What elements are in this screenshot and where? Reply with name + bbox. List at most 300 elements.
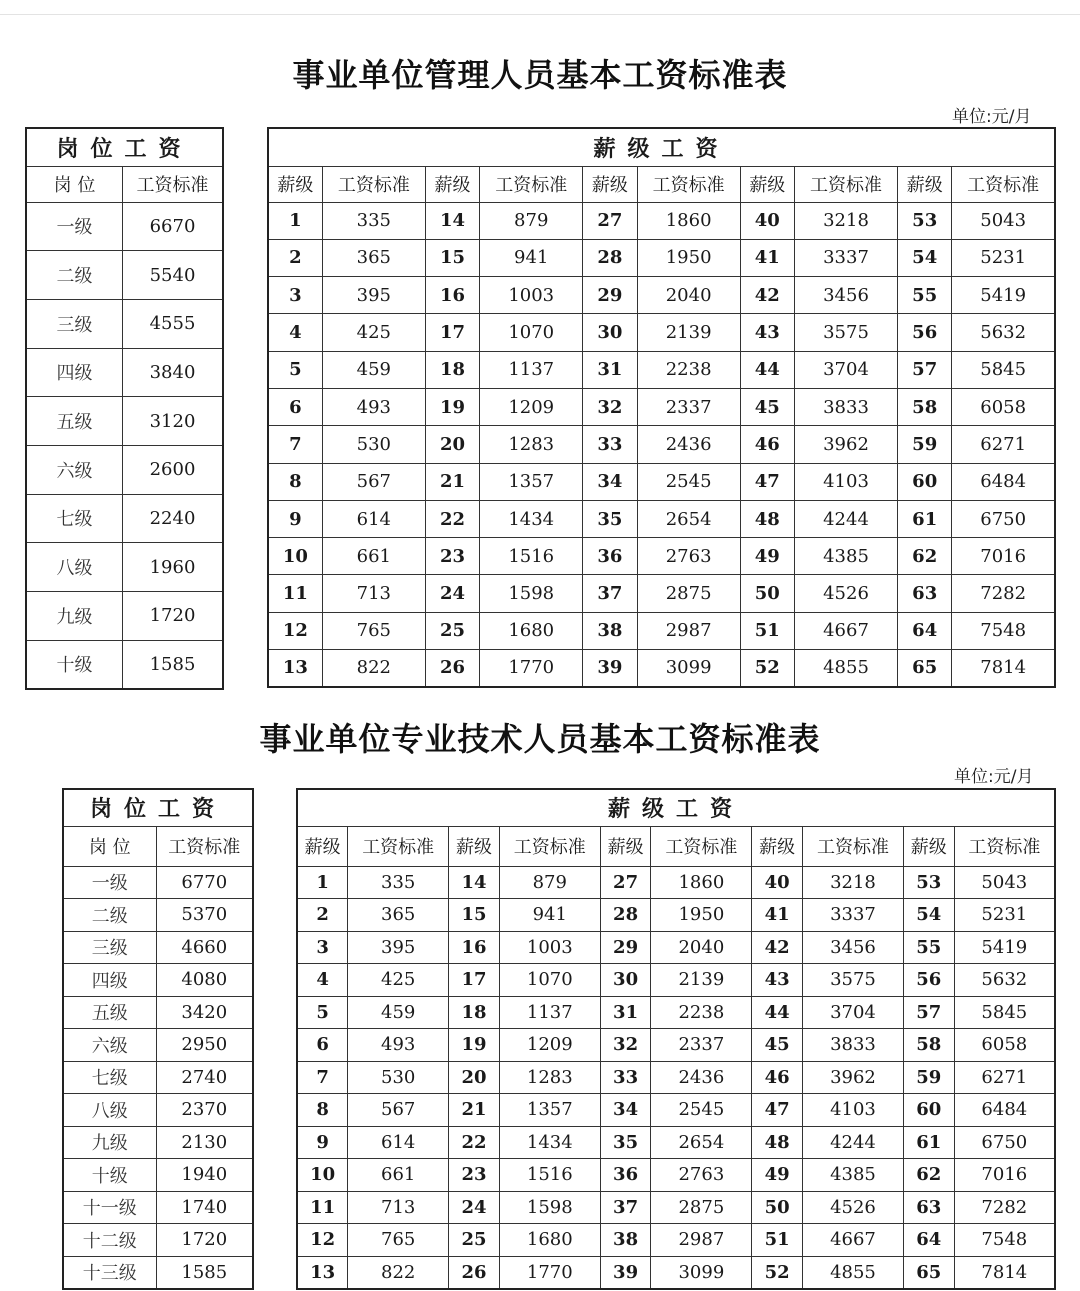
- salary-value: 1283: [499, 1061, 600, 1094]
- post-salary-value: 2950: [156, 1029, 253, 1062]
- post-level: 五级: [26, 397, 123, 446]
- table-row: [297, 1191, 1055, 1224]
- salary-value: 3704: [803, 996, 904, 1029]
- post-salary-value: 1585: [156, 1256, 253, 1289]
- table-row: [63, 1256, 253, 1289]
- table-row: [268, 575, 1055, 612]
- salary-grade: 12: [297, 1224, 348, 1257]
- post-level: 七级: [63, 1061, 156, 1094]
- table-row: [26, 348, 223, 397]
- table-row: [297, 866, 1055, 899]
- salary-value: 4385: [803, 1159, 904, 1192]
- table-row: [268, 202, 1055, 239]
- salary-value: 7814: [952, 650, 1055, 687]
- salary-value: 1516: [499, 1159, 600, 1192]
- salary-value: 2337: [651, 1029, 752, 1062]
- post-table-header: 岗位工资: [63, 789, 253, 826]
- table-row: [297, 1224, 1055, 1257]
- salary-grade: 5: [297, 996, 348, 1029]
- salary-grade: 57: [898, 351, 952, 388]
- post-level: 六级: [26, 445, 123, 494]
- table-row: [268, 500, 1055, 537]
- salary-grade: 19: [449, 1029, 500, 1062]
- salary-value: 2987: [651, 1224, 752, 1257]
- salary-value: 5632: [952, 314, 1055, 351]
- salary-value: 2139: [651, 964, 752, 997]
- table-row: [63, 964, 253, 997]
- salary-grade: 36: [600, 1159, 651, 1192]
- post-level: 三级: [26, 299, 123, 348]
- salary-grade: 26: [425, 650, 479, 687]
- salary-value: 2238: [637, 351, 740, 388]
- post-salary-value: 4555: [123, 299, 223, 348]
- salary-grade: 16: [449, 931, 500, 964]
- salary-value: 2545: [637, 463, 740, 500]
- salary-grade: 27: [583, 202, 637, 239]
- table-row: [297, 996, 1055, 1029]
- salary-grade: 22: [425, 500, 479, 537]
- salary-value: 1003: [499, 931, 600, 964]
- salary-value: 2654: [637, 500, 740, 537]
- table-row: [268, 239, 1055, 276]
- post-column-header-position: 岗 位: [26, 166, 123, 202]
- post-salary-value: 3840: [123, 348, 223, 397]
- table-row: [26, 592, 223, 641]
- salary-grade: 6: [268, 388, 322, 425]
- salary-grade: 4: [268, 314, 322, 351]
- salary-value: 6484: [952, 463, 1055, 500]
- post-level: 十级: [26, 640, 123, 689]
- salary-value: 614: [348, 1126, 449, 1159]
- salary-value: 5419: [954, 931, 1055, 964]
- salary-value: 459: [348, 996, 449, 1029]
- post-level: 九级: [63, 1126, 156, 1159]
- salary-grade: 36: [583, 538, 637, 575]
- salary-value: 661: [348, 1159, 449, 1192]
- salary-column-header-standard: 工资标准: [794, 166, 897, 202]
- salary-grade: 33: [583, 426, 637, 463]
- salary-value: 765: [348, 1224, 449, 1257]
- post-level: 一级: [63, 866, 156, 899]
- salary-value: 6484: [954, 1094, 1055, 1127]
- salary-grade: 38: [600, 1224, 651, 1257]
- salary-value: 3575: [803, 964, 904, 997]
- salary-value: 2139: [637, 314, 740, 351]
- salary-grade: 53: [898, 202, 952, 239]
- salary-value: 3099: [651, 1256, 752, 1289]
- top-divider: [0, 14, 1080, 15]
- salary-value: 3833: [803, 1029, 904, 1062]
- salary-value: 614: [322, 500, 425, 537]
- salary-grade: 52: [752, 1256, 803, 1289]
- salary-value: 5043: [952, 202, 1055, 239]
- salary-grade: 65: [903, 1256, 954, 1289]
- post-level: 十三级: [63, 1256, 156, 1289]
- salary-value: 365: [348, 899, 449, 932]
- salary-grade: 60: [898, 463, 952, 500]
- salary-value: 7016: [952, 538, 1055, 575]
- salary-value: 1070: [499, 964, 600, 997]
- salary-grade: 45: [752, 1029, 803, 1062]
- salary-grade: 24: [449, 1191, 500, 1224]
- post-salary-value: 1720: [123, 592, 223, 641]
- post-level: 四级: [26, 348, 123, 397]
- salary-grade: 63: [903, 1191, 954, 1224]
- salary-grade: 6: [297, 1029, 348, 1062]
- salary-value: 7814: [954, 1256, 1055, 1289]
- salary-value: 2763: [637, 538, 740, 575]
- salary-grade: 44: [752, 996, 803, 1029]
- salary-grade: 49: [752, 1159, 803, 1192]
- salary-value: 1434: [480, 500, 583, 537]
- salary-grade: 43: [740, 314, 794, 351]
- salary-grade: 53: [903, 866, 954, 899]
- post-salary-value: 5540: [123, 251, 223, 300]
- salary-grade: 58: [898, 388, 952, 425]
- salary-value: 1770: [499, 1256, 600, 1289]
- table-row: [268, 650, 1055, 687]
- salary-grade: 21: [425, 463, 479, 500]
- post-salary-value: 2240: [123, 494, 223, 543]
- post-salary-value: 1940: [156, 1159, 253, 1192]
- salary-value: 6750: [954, 1126, 1055, 1159]
- salary-grade: 20: [425, 426, 479, 463]
- salary-column-header-grade: 薪级: [740, 166, 794, 202]
- salary-grade: 19: [425, 388, 479, 425]
- salary-grade: 35: [583, 500, 637, 537]
- salary-grade: 45: [740, 388, 794, 425]
- salary-column-header-grade: 薪级: [583, 166, 637, 202]
- post-salary-value: 3420: [156, 996, 253, 1029]
- salary-column-header-standard: 工资标准: [348, 826, 449, 866]
- table-row: [268, 463, 1055, 500]
- section1-title: 事业单位管理人员基本工资标准表: [292, 56, 788, 94]
- salary-value: 2654: [651, 1126, 752, 1159]
- salary-value: 425: [348, 964, 449, 997]
- salary-value: 7548: [952, 612, 1055, 649]
- table-row: [297, 964, 1055, 997]
- salary-grade: 13: [268, 650, 322, 687]
- salary-value: 1516: [480, 538, 583, 575]
- salary-value: 4103: [803, 1094, 904, 1127]
- salary-grade: 17: [449, 964, 500, 997]
- post-level: 八级: [26, 543, 123, 592]
- salary-value: 459: [322, 351, 425, 388]
- post-level: 十级: [63, 1159, 156, 1192]
- salary-value: 7282: [954, 1191, 1055, 1224]
- salary-grade: 29: [583, 277, 637, 314]
- salary-grade: 9: [297, 1126, 348, 1159]
- salary-grade: 23: [425, 538, 479, 575]
- post-salary-value: 6670: [123, 202, 223, 251]
- table-row: [63, 931, 253, 964]
- salary-grade: 2: [268, 239, 322, 276]
- salary-grade: 61: [903, 1126, 954, 1159]
- table-row: [26, 397, 223, 446]
- salary-grade: 28: [583, 239, 637, 276]
- salary-grade: 61: [898, 500, 952, 537]
- salary-value: 2987: [637, 612, 740, 649]
- salary-value: 7548: [954, 1224, 1055, 1257]
- salary-grade: 47: [752, 1094, 803, 1127]
- salary-value: 3962: [803, 1061, 904, 1094]
- salary-column-header-grade: 薪级: [449, 826, 500, 866]
- salary-value: 395: [348, 931, 449, 964]
- table-row: [297, 1029, 1055, 1062]
- table-row: [297, 1061, 1055, 1094]
- table-row: [26, 445, 223, 494]
- salary-grade: 3: [297, 931, 348, 964]
- salary-grade: 15: [425, 239, 479, 276]
- salary-value: 4526: [803, 1191, 904, 1224]
- salary-grade: 64: [898, 612, 952, 649]
- post-level: 八级: [63, 1094, 156, 1127]
- salary-value: 1070: [480, 314, 583, 351]
- salary-value: 1283: [480, 426, 583, 463]
- salary-table-header: 薪级工资: [297, 789, 1055, 826]
- salary-value: 493: [348, 1029, 449, 1062]
- post-salary-value: 2130: [156, 1126, 253, 1159]
- salary-grade: 41: [740, 239, 794, 276]
- table-row: [63, 996, 253, 1029]
- post-salary-value: 6770: [156, 866, 253, 899]
- table-row: [26, 202, 223, 251]
- salary-grade: 34: [600, 1094, 651, 1127]
- table-row: [297, 899, 1055, 932]
- salary-grade: 29: [600, 931, 651, 964]
- salary-value: 425: [322, 314, 425, 351]
- table-row: [268, 388, 1055, 425]
- post-level: 七级: [26, 494, 123, 543]
- salary-value: 1137: [480, 351, 583, 388]
- salary-grade: 1: [297, 866, 348, 899]
- table-row: [297, 1094, 1055, 1127]
- table-row: [268, 426, 1055, 463]
- salary-grade: 41: [752, 899, 803, 932]
- salary-value: 6058: [954, 1029, 1055, 1062]
- salary-value: 2040: [637, 277, 740, 314]
- salary-value: 1598: [499, 1191, 600, 1224]
- table-row: [297, 1126, 1055, 1159]
- salary-value: 4244: [794, 500, 897, 537]
- salary-value: 4667: [803, 1224, 904, 1257]
- salary-grade: 30: [600, 964, 651, 997]
- salary-value: 3218: [803, 866, 904, 899]
- salary-value: 1680: [480, 612, 583, 649]
- salary-value: 6058: [952, 388, 1055, 425]
- table-row: [63, 1191, 253, 1224]
- salary-value: 1680: [499, 1224, 600, 1257]
- salary-value: 879: [480, 202, 583, 239]
- salary-value: 567: [348, 1094, 449, 1127]
- salary-grade: 22: [449, 1126, 500, 1159]
- salary-grade: 56: [903, 964, 954, 997]
- salary-grade: 42: [740, 277, 794, 314]
- salary-grade: 55: [898, 277, 952, 314]
- salary-grade: 50: [740, 575, 794, 612]
- section1-post-table: [25, 127, 224, 690]
- salary-value: 3337: [794, 239, 897, 276]
- salary-value: 941: [480, 239, 583, 276]
- salary-value: 4667: [794, 612, 897, 649]
- section1-salary-table: [267, 127, 1056, 688]
- post-table-header: 岗位工资: [26, 128, 223, 166]
- post-level: 十一级: [63, 1191, 156, 1224]
- salary-value: 4855: [794, 650, 897, 687]
- table-row: [268, 538, 1055, 575]
- salary-column-header-standard: 工资标准: [651, 826, 752, 866]
- salary-column-header-standard: 工资标准: [322, 166, 425, 202]
- salary-value: 335: [348, 866, 449, 899]
- salary-grade: 65: [898, 650, 952, 687]
- salary-column-header-standard: 工资标准: [803, 826, 904, 866]
- salary-grade: 7: [268, 426, 322, 463]
- post-salary-value: 2600: [123, 445, 223, 494]
- salary-grade: 24: [425, 575, 479, 612]
- post-level: 九级: [26, 592, 123, 641]
- salary-grade: 55: [903, 931, 954, 964]
- post-level: 三级: [63, 931, 156, 964]
- post-salary-value: 5370: [156, 899, 253, 932]
- salary-value: 335: [322, 202, 425, 239]
- salary-column-header-grade: 薪级: [752, 826, 803, 866]
- salary-grade: 40: [740, 202, 794, 239]
- salary-grade: 1: [268, 202, 322, 239]
- salary-value: 3218: [794, 202, 897, 239]
- salary-value: 713: [322, 575, 425, 612]
- table-row: [63, 899, 253, 932]
- salary-column-header-grade: 薪级: [903, 826, 954, 866]
- table-row: [297, 931, 1055, 964]
- salary-value: 2436: [637, 426, 740, 463]
- salary-grade: 21: [449, 1094, 500, 1127]
- salary-value: 3833: [794, 388, 897, 425]
- salary-grade: 50: [752, 1191, 803, 1224]
- salary-value: 2763: [651, 1159, 752, 1192]
- table-row: [26, 251, 223, 300]
- salary-grade: 33: [600, 1061, 651, 1094]
- post-salary-value: 1585: [123, 640, 223, 689]
- salary-grade: 31: [583, 351, 637, 388]
- salary-value: 5231: [952, 239, 1055, 276]
- salary-value: 1860: [637, 202, 740, 239]
- salary-value: 5419: [952, 277, 1055, 314]
- salary-value: 822: [348, 1256, 449, 1289]
- salary-value: 365: [322, 239, 425, 276]
- post-salary-value: 2370: [156, 1094, 253, 1127]
- salary-value: 395: [322, 277, 425, 314]
- salary-value: 4855: [803, 1256, 904, 1289]
- table-row: [26, 543, 223, 592]
- post-column-header-position: 岗 位: [63, 826, 156, 866]
- salary-grade: 9: [268, 500, 322, 537]
- salary-value: 6271: [952, 426, 1055, 463]
- post-salary-value: 1960: [123, 543, 223, 592]
- salary-value: 7282: [952, 575, 1055, 612]
- salary-value: 4244: [803, 1126, 904, 1159]
- salary-value: 7016: [954, 1159, 1055, 1192]
- post-level: 十二级: [63, 1224, 156, 1257]
- salary-value: 713: [348, 1191, 449, 1224]
- post-salary-value: 4660: [156, 931, 253, 964]
- salary-grade: 42: [752, 931, 803, 964]
- table-row: [268, 351, 1055, 388]
- salary-value: 2875: [651, 1191, 752, 1224]
- salary-grade: 64: [903, 1224, 954, 1257]
- salary-grade: 28: [600, 899, 651, 932]
- salary-value: 1950: [637, 239, 740, 276]
- salary-value: 2040: [651, 931, 752, 964]
- salary-grade: 12: [268, 612, 322, 649]
- salary-grade: 25: [449, 1224, 500, 1257]
- table-row: [26, 640, 223, 689]
- salary-grade: 59: [903, 1061, 954, 1094]
- salary-value: 1209: [499, 1029, 600, 1062]
- salary-value: 2545: [651, 1094, 752, 1127]
- table-row: [63, 1126, 253, 1159]
- salary-grade: 57: [903, 996, 954, 1029]
- salary-grade: 49: [740, 538, 794, 575]
- table-row: [63, 1029, 253, 1062]
- salary-grade: 13: [297, 1256, 348, 1289]
- salary-grade: 18: [449, 996, 500, 1029]
- salary-grade: 30: [583, 314, 637, 351]
- table-row: [26, 299, 223, 348]
- section2-post-table: [62, 788, 254, 1290]
- salary-grade: 54: [903, 899, 954, 932]
- table-row: [268, 277, 1055, 314]
- salary-value: 493: [322, 388, 425, 425]
- salary-value: 4526: [794, 575, 897, 612]
- salary-value: 1434: [499, 1126, 600, 1159]
- salary-grade: 14: [425, 202, 479, 239]
- salary-value: 530: [322, 426, 425, 463]
- salary-grade: 40: [752, 866, 803, 899]
- table-row: [297, 1159, 1055, 1192]
- table-row: [268, 612, 1055, 649]
- post-level: 一级: [26, 202, 123, 251]
- salary-grade: 16: [425, 277, 479, 314]
- salary-grade: 48: [752, 1126, 803, 1159]
- salary-grade: 56: [898, 314, 952, 351]
- salary-column-header-grade: 薪级: [600, 826, 651, 866]
- salary-grade: 32: [600, 1029, 651, 1062]
- salary-grade: 54: [898, 239, 952, 276]
- salary-grade: 11: [297, 1191, 348, 1224]
- section2-unit: 单位:元/月: [954, 767, 1034, 787]
- salary-grade: 8: [268, 463, 322, 500]
- salary-value: 1770: [480, 650, 583, 687]
- salary-grade: 62: [898, 538, 952, 575]
- salary-grade: 10: [268, 538, 322, 575]
- salary-grade: 39: [583, 650, 637, 687]
- salary-value: 5231: [954, 899, 1055, 932]
- post-salary-value: 2740: [156, 1061, 253, 1094]
- salary-value: 941: [499, 899, 600, 932]
- salary-grade: 44: [740, 351, 794, 388]
- salary-column-header-standard: 工资标准: [499, 826, 600, 866]
- salary-grade: 15: [449, 899, 500, 932]
- salary-column-header-grade: 薪级: [425, 166, 479, 202]
- post-column-header-standard: 工资标准: [123, 166, 223, 202]
- salary-value: 1003: [480, 277, 583, 314]
- salary-value: 5043: [954, 866, 1055, 899]
- section2-title: 事业单位专业技术人员基本工资标准表: [259, 720, 821, 758]
- post-level: 二级: [63, 899, 156, 932]
- salary-grade: 17: [425, 314, 479, 351]
- salary-column-header-grade: 薪级: [898, 166, 952, 202]
- salary-grade: 26: [449, 1256, 500, 1289]
